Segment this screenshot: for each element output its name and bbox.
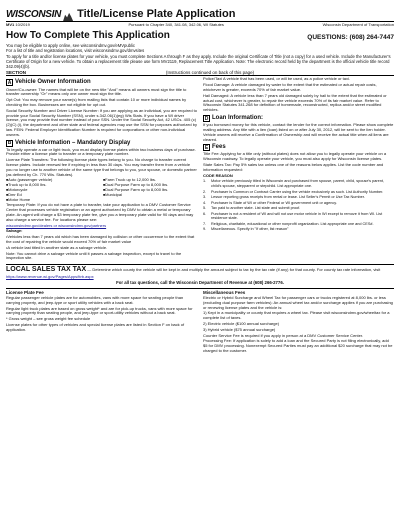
section-d-title: Loan Information: (212, 114, 263, 121)
misc-fees-heading: Miscellaneous Fees (203, 289, 246, 295)
section-b-letter: B (7, 140, 12, 147)
code-reason-header: CODE REASON (203, 172, 233, 178)
opt-out-text: Opt Out: You may remove your name(s) from mailing lists that contain 10 or more individual names by checking the box. Businesses are not eligible for opt out. (6, 97, 187, 107)
plate-type: ■ Dual Purpose Farm up to 8,000 lbs. (103, 188, 197, 193)
local-sales-tax-title: LOCAL SALES TAX TAX (6, 266, 87, 274)
plate-type: ■ Municipal (103, 193, 197, 198)
plate-type: ■ Truck up to 8,000 lbs. (6, 183, 100, 188)
dealers-partners-link[interactable]: wisconsindmv.gov/dealers or wisconsindmv.gov/partners (6, 222, 107, 228)
section-d-letter: D (204, 115, 209, 122)
revenue-phone-line: For all tax questions, call the Wisconsin Department of Revenue at (608) 266-2776. (116, 280, 284, 286)
wisconsin-logo: WISCONSIN (6, 9, 75, 21)
section-label: SECTION (6, 69, 27, 75)
plate-fee-column (6, 290, 197, 355)
plate-fee-heading: License Plate Fee (6, 289, 44, 295)
plate-type: ■ Dual Purpose Farm up to 8,000 lbs. (103, 183, 197, 188)
misc-fees-column (203, 290, 394, 355)
passenger-plate-text: Regular passenger vehicle plates are for automobiles, vans with more space for seating people than carrying property, and jeep-type or sport utility vehicles with a back seat. (6, 294, 184, 305)
intro-line-1: You may be eligible to apply online, see wisconsindmv.gov/eMVpublic (6, 42, 135, 48)
questions-phone: QUESTIONS: (608) 264-7447 (307, 34, 394, 41)
continued-note: (Instructions continued on back of this page) (165, 69, 255, 75)
code-row: 1. Motor vehicle previously titled in Wisconsin and purchased from spouse, parent, child, spouse's parent, child's spouse, stepparent or stepchild. List appropriate one. (203, 179, 384, 189)
fees-columns (6, 288, 394, 355)
section-a-heading (6, 79, 197, 86)
plate-transfer-text: License Plate Transfers: The following license plate types belong to you. No charge to transfer current license plates. Include renewal fee if expiring in less than 30 days. You may transfer them from a vehicle you no longer use to another vehicle of the same type that belongs to you, your spouse, or domestic partner (as defined by Ch. 770 Wis. Statutes). (6, 157, 197, 177)
plate-types-list (6, 178, 197, 202)
code-row: 7. Religious, charitable, educational or other nonprofit organization. List appropriate one and CES#. (203, 221, 374, 226)
form-subheader (6, 23, 394, 28)
plate-type: ■ Motorcycle (6, 188, 100, 193)
form-date: 10/2019 (15, 22, 30, 27)
other-plates-text: License plates for other types of vehicles and special license plates are listed in Section F on back of application. (6, 321, 185, 332)
loan-info-text: If you borrowed money for this vehicle, contact the lender for the correct information. Please show complete mailing address. Any title with a lien (loan) listed on or after July 30, 2012, will be sent to the lien holder. Vehicle owners will receive a Confirmation of Ownership and will receive the actual title when all liens are cleared. (203, 122, 394, 142)
flood-damage-text: Flood Damage: A vehicle damaged by water to the extent that the estimated or actual repair costs, whichever is greater, exceeds 70% of fair market value. (203, 82, 377, 92)
section-e-title: Fees (212, 144, 226, 151)
title-fee-text: Title Fee: Applying for a title only (without plates) does not allow you to legally operate your vehicle on a Wisconsin roadway. To legally operate your vehicle, you must also apply for Wisconsin license plates. (203, 151, 387, 162)
code-row: 5. Tax paid to another state. List state and submit proof. (203, 206, 301, 211)
form-statutes: Pursuant to Chapter 340, 341.08, 342.06, WI Statutes (128, 22, 224, 27)
left-column (6, 77, 197, 262)
form-header (6, 4, 394, 22)
section-b-title: Vehicle Information – Mandatory Display (15, 139, 131, 146)
plate-type: ■ Dmr Ed (6, 193, 100, 198)
section-d-heading (203, 115, 394, 122)
local-sales-tax-text: — Determine which county the vehicle will be kept in and multiply the amount subject to tax by the tax rate (if any) for that county. For county tax rate information, visit (87, 267, 381, 273)
electric-item: 2) Electric vehicle ($100 annual surcharge) (203, 320, 280, 326)
form-department: Wisconsin Department of Transportation (322, 22, 394, 27)
how-to-heading: How To Complete This Application (6, 29, 170, 41)
section-b-heading (6, 140, 197, 147)
salvage-item-2: • A vehicle last titled in another state as a salvage vehicle. (6, 246, 197, 251)
form-id: MV1 (6, 22, 15, 27)
code-row: 2. Purchaser is Common or Contract Carrier using the vehicle exclusively as such. List Authority Number. (203, 189, 384, 194)
hail-damage-text: Hail Damaged: A vehicle less than 7 years old damaged solely by hail to the extent that the estimated or actual cost, whichever is greater, to repair the vehicle exceeds 70% of its fair market value. Refer to Wisconsin Statutes 341.268 for definition of homemade, reconstructed, replica and/or street modified vehicles. (203, 92, 387, 113)
sales-tax-text: State Sales Tax: Pay 5% sales tax unless one of the reasons below applies. List the code number and information requested: (203, 162, 384, 172)
salvage-item-1: • Vehicles less than 7 years old which has been damaged by collision or other occurrence to the extent that the cost of repairing the vehicle would exceed 70% of fair market value (6, 235, 197, 245)
light-truck-text: Regular light truck plates are based on gross weight* and are for pick-up trucks, vans with more space for carrying property than seating people, and jeep-type or sport-utility vehicles without a back seat. (6, 305, 193, 316)
intro-line-3: To apply for a title and/or license plates for your vehicle, you must complete Sections A through F as they apply. Include the original Certificate of Title (not a copy) for a used vehicle. Include the Manufacturer's Certificate of Origin for a new vehicle. To obtain a replacement title please use form MV2119, Replacement Title Application. Note: The electronic record held by the department is the official vehicle title record 342.09(4)(b). (6, 53, 391, 69)
plate-type: ■ Motor Home (6, 198, 100, 203)
intro-text (6, 43, 394, 69)
wheel-tax-item: 1) Kept in a municipality or county that requires a wheel tax. Please visit wisconsindmv.gov/wheeltax for a complete list of taxes. (203, 310, 390, 321)
section-a-letter: A (7, 79, 12, 86)
processing-fee-text: Processing Fee: If application is solely to add a loan and the Secured Party is not filing electronically, add $5 for DMV processing. Nonexempt Secured Parties must pay an additional $20 surcharge that may not be charged to the customer. (203, 338, 393, 353)
plate-type: ■ Auto (passenger vehicle) (6, 178, 100, 183)
revenue-link[interactable]: https://www.revenue.wi.gov/Pages/Apps/ttrb.aspx (6, 273, 94, 279)
code-row: 3. Lessor reporting gross receipts from rental or lease. List Seller's Permit or Use Tax Number. (203, 195, 365, 200)
code-list (203, 179, 394, 231)
counter-fee-text: Counter Service Fee is required if you apply in person at a DMV Customer Service Center. (203, 332, 364, 338)
ssn-text: Social Security Number and Driver License Number: If you are applying as an individual, you are required to provide your Social Security Number (SSN), under s.342.06(1)(eg) Wis Stats. If you have a WI driver license, you may provide that number instead of your SSN. Under the Social Security Act, 42 USCs. 405 (c)(2)(C) (i), the department and other state and federal agencies may use the SSN for purposes authorized by law. FEIN: Federal Employer Identification Number is required for corporations or other non-individual owners. (6, 107, 197, 137)
hybrid-item: 3) Hybrid vehicle ($75 annual surcharge) (203, 326, 276, 332)
logo-mark-icon (63, 12, 73, 21)
owner-coowner-text: Owner/Co-owner: The names that will be on the new title "And" means all owners must sign the title to transfer ownership "Or" means only one owner must sign the title. (6, 86, 187, 97)
heading-row (6, 30, 394, 42)
instructions-columns (6, 77, 394, 262)
surcharge-text: Electric or Hybrid Surcharge and Wheel Tax for passenger cars or trucks registered at 8,000 lbs. or less (excluding dual purpose farm vehicles): An annual wheel tax and/or surcharge applies if you are purchasing or renewing license plates and the vehicle is: (203, 294, 393, 310)
police-taxi-text: Police/Taxi A vehicle that has been used, or will be used, as a police vehicle or taxi. (203, 76, 350, 82)
code-row: 6. Purchaser is not a resident of WI and will not use motor vehicle in WI except to remove it from WI. List residence state. (203, 211, 383, 221)
temporary-plate-text: Temporary Plate: If you do not have a plate to transfer, take your application to a DMV Customer Service Center that processes vehicle registration or an agent authorized by DMV to obtain a metal or temporary plate. An agent will charge a $3 temporary plate fee, give you a temporary plate valid for 90 days and may also charge a service fee. For locations please see: (6, 202, 194, 222)
code-row: 9. Miscellaneous. Specify in "If other, list reason" (203, 227, 289, 232)
code-row: 4. Purchaser is State of WI or other Federal or WI government unit or agency. (203, 200, 337, 205)
intro-line-2: For a list of title and registration locations, visit wisconsindmv.gov/dmvsites (6, 48, 145, 54)
form-title: Title/License Plate Application (77, 7, 236, 20)
local-sales-tax (6, 264, 394, 285)
section-a-title: Vehicle Owner Information (15, 79, 91, 86)
salvage-heading: Salvage: (6, 228, 23, 234)
gross-weight-note: * Gross weight – see gross weight fee schedule (6, 316, 91, 322)
mandatory-display-text: To legally operate a car or light truck, you must display license plates within two business days of purchase. Provide either a license plate to transfer or a temporary plate number. (6, 146, 196, 157)
section-e-heading (203, 144, 394, 151)
plate-type: ■ Farm Truck up to 12,000 lbs. (103, 178, 197, 183)
section-e-letter: E (204, 144, 209, 151)
salvage-note: Note: You cannot drive a salvage vehicle until it passes a salvage inspection, except to travel to the inspection site. (6, 250, 182, 261)
right-column (203, 77, 394, 262)
